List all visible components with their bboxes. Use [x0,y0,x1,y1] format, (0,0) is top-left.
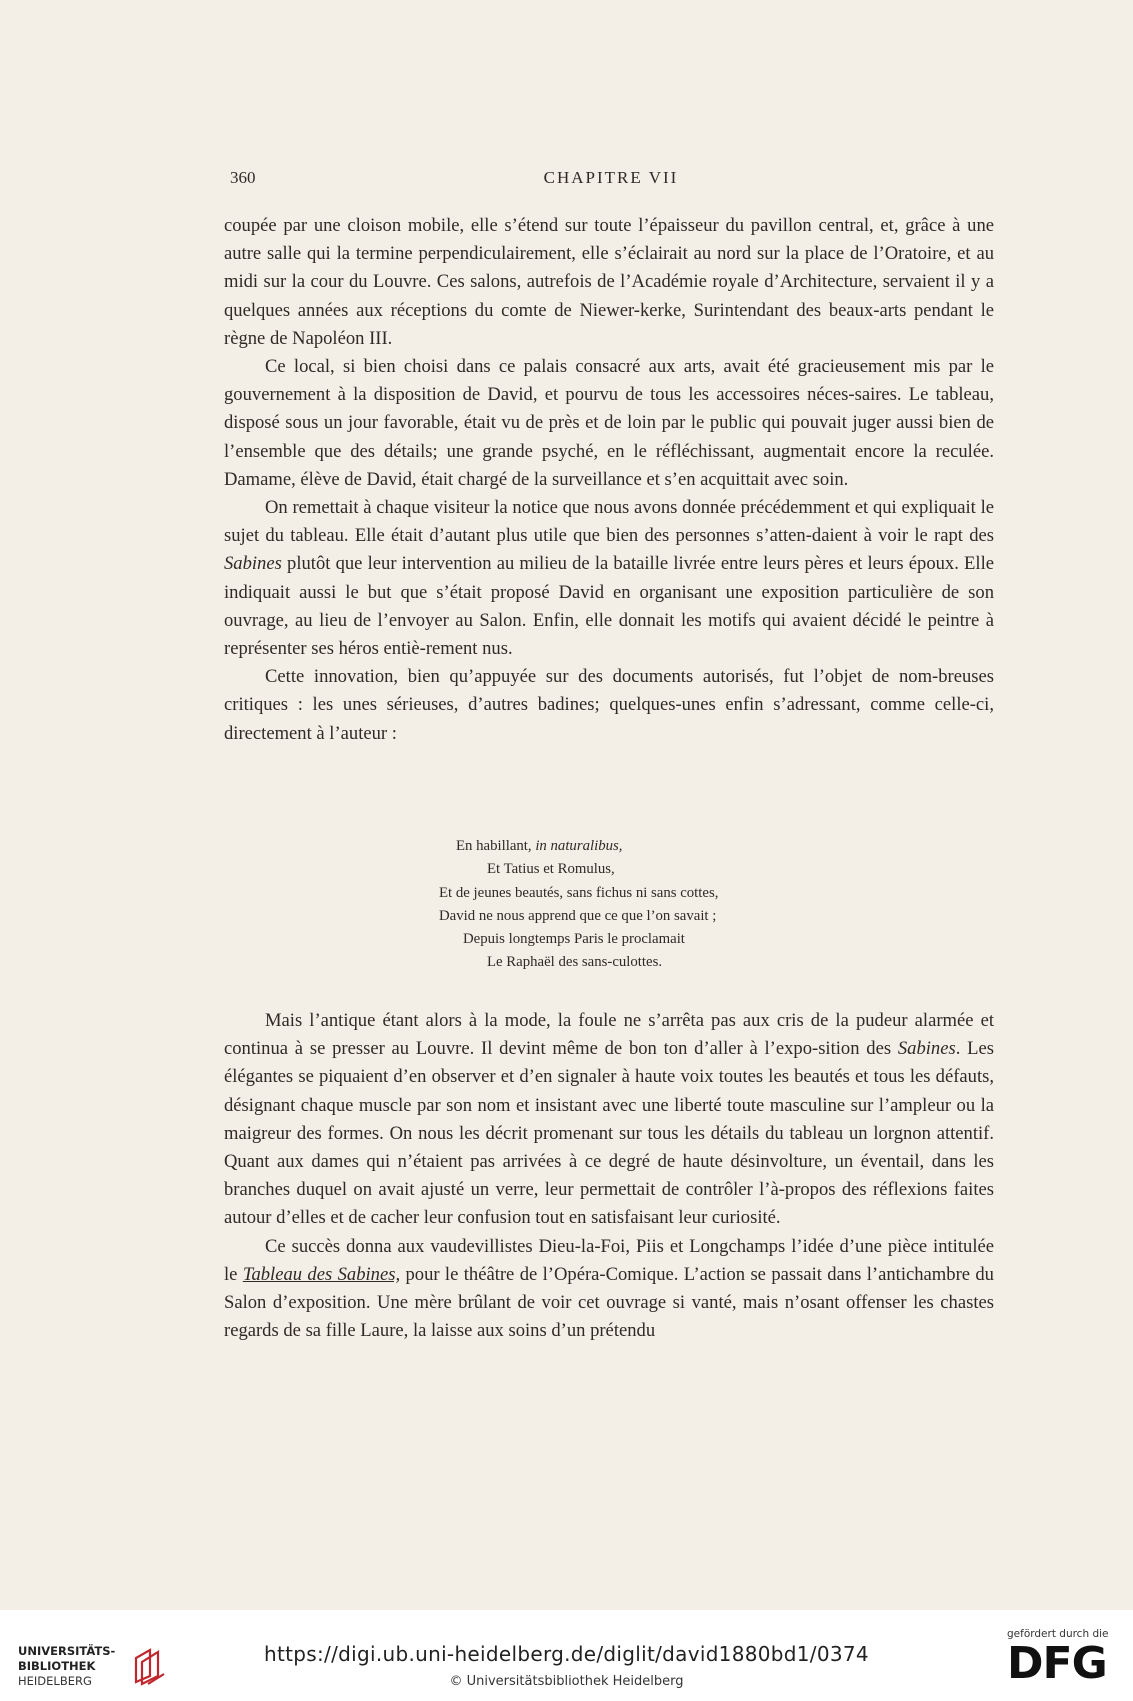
poem-line-1-italic: in naturalibus, [535,838,623,854]
copyright-notice: © Universitätsbibliothek Heidelberg [449,1674,684,1689]
paragraph-4: Cette innovation, bien qu’appuyée sur des documents autorisés, fut l’objet de nom-breuses critiques : les unes sérieuses, d’autres badines; quelques-unes enfin s’adressant, comme celle-ci, directement à l’auteur : [224,666,994,744]
library-name-line-1: UNIVERSITÄTS- [18,1644,116,1658]
paragraph-5-text-b: . Les élégantes se piquaient d’en observer et d’en signaler à haute voix toutes les beautés et tous les défauts, désignant chaque muscle par son nom et insistant avec une liberté toute masculine sur l’ampleur ou la maigreur des formes. On nous les décrit promenant sur tous les détails du tableau un lorgnon attentif. Quant aux dames qui n’étaient pas arrivées à ce degré de haute désinvolture, un éventail, dans les branches duquel on avait ajusté un verre, leur permettait de contrôler l’à-propos des réflexions faites autour d’elles et de cacher leur confusion tout en satisfaisant leur curiosité. [224,1038,994,1229]
running-head: CHAPITRE VII [543,168,679,187]
paragraph-6-text-b: pour le théâtre de l’Opéra-Comique. L’action se passait dans l’antichambre du Salon d’exposition. Une mère brûlant de voir cet ouvrage si vanté, mais n’osant offenser les chastes regards de sa fille Laure, la laisse aux soins d’un prétendu [224,1263,994,1342]
paragraph-6-text-a: Ce succès donna aux vaudevillistes Dieu-la-Foi, Piis et Longchamps l’idée d’une pièce intitulée le [224,1235,994,1285]
funding-caption: gefördert durch die [1007,1628,1109,1640]
italic-title-sabines-2: Sabines [897,1038,956,1060]
paragraph-3 [224,494,994,663]
body-text-upper [224,212,994,748]
paragraph-5-text-a: Mais l’antique étant alors à la mode, la foule ne s’arrêta pas aux cris de la pudeur alarmée et continua à se presser au Louvre. Il devint même de bon ton d’aller à l’expo-sition des [224,1010,994,1060]
page-header [230,168,992,192]
poem-line-1-text: En habillant, [456,838,536,854]
paragraph-3-text-b: plutôt que leur intervention au milieu de la bataille livrée entre leurs pères et leurs époux. Elle indiquait aussi le but que s’était proposé David en organisant une exposition particulière de son ouvrage, au lieu de l’envoyer au Salon. Enfin, elle donnait les motifs qui avaient décidé le peintre à représenter ses héros entiè-rement nus. [224,553,994,660]
paragraph-5 [224,1007,994,1233]
italic-title-tableau: Tableau des Sabines, [242,1263,401,1285]
paragraph-1: coupée par une cloison mobile, elle s’étend sur toute l’épaisseur du pavillon central, et, grâce à une autre salle qui la termine perpendiculairement, elle s’éclairait au nord sur la place de l’Oratoire, et au midi sur la cour du Louvre. Ces salons, autrefois de l’Académie royale d’Architecture, servaient il y a quelques années aux réceptions du comte de Niewer-kerke, Surintendant des beaux-arts pendant le règne de Napoléon III. [224,215,994,349]
viewer-footer [0,1610,1133,1701]
poem-line-5: Depuis longtemps Paris le proclamait [463,931,685,948]
poem-line-4: David ne nous apprend que ce que l’on savait ; [439,907,717,924]
poem-line-3: Et de jeunes beautés, sans fichus ni sans cottes, [439,884,719,901]
poem-line-1 [350,835,850,858]
page-number: 360 [230,168,256,187]
paragraph-3-text-a: On remettait à chaque visiteur la notice que nous avons donnée précédemment et qui expliquait le sujet du tableau. Elle était d’autant plus utile que bien des personnes s’atten-daient à voir le rapt des [224,497,994,547]
poem-line-6: Le Raphaël des sans-culottes. [487,954,663,971]
library-name-line-3: HEIDELBERG [18,1674,92,1688]
poem-quotation [350,835,850,975]
permalink-url[interactable]: https://digi.ub.uni-heidelberg.de/diglit/david1880bd1/0374 [264,1642,869,1666]
poem-line-2: Et Tatius et Romulus, [487,861,615,878]
paragraph-6 [224,1233,994,1346]
italic-title-sabines: Sabines [224,553,282,575]
dfg-logo[interactable]: DFG [1007,1638,1107,1689]
funder-block [1007,1628,1127,1698]
paragraph-2: Ce local, si bien choisi dans ce palais consacré aux arts, avait été gracieusement mis par le gouvernement à la disposition de David, et pourvu de tous les accessoires néces-saires. Le tableau, disposé sous un jour favorable, était vu de près et de loin par le public qui pouvait juger aussi bien de l’ensemble que des détails; une grande psyché, en le réfléchissant, augmentait encore la reculée. Damame, élève de David, était chargé de la surveillance et s’en acquittait avec soin. [224,356,994,490]
body-text-lower [224,1007,994,1345]
library-name-line-2: BIBLIOTHEK [18,1659,96,1673]
